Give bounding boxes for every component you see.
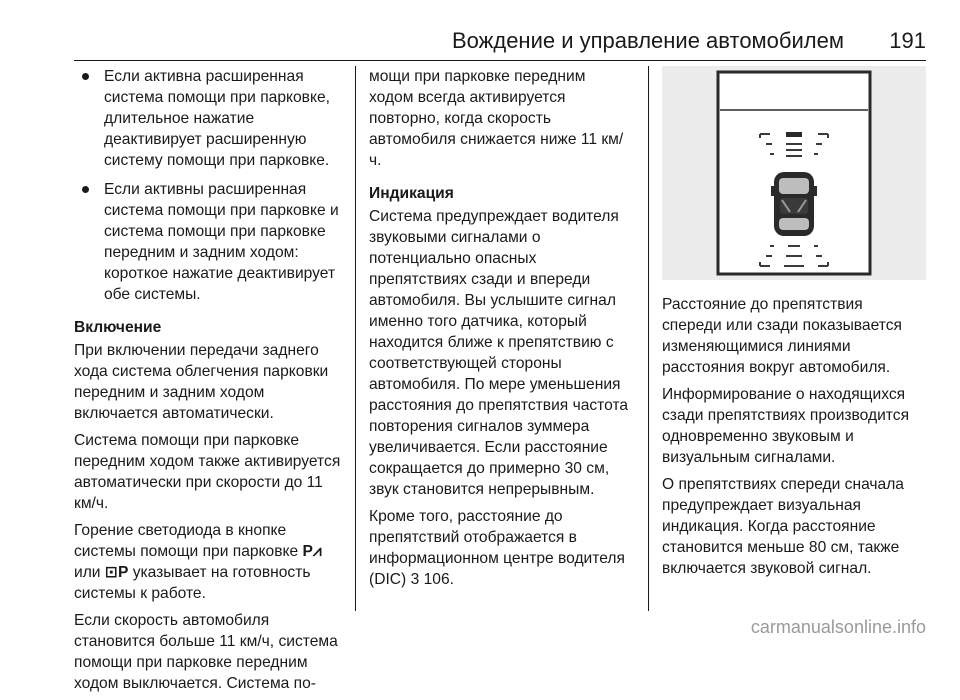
paragraph: Информирование о находящихся сзади препятствиях производится одновременно звуковым и визуальным сигналами. [662, 386, 910, 466]
paragraph: Расстояние до препятствия спереди или сзади показывается изменяющимися линиями расстояния вокруг автомобиля. [662, 296, 902, 376]
section-heading-indication: Индикация [369, 185, 454, 202]
led-text-start: Горение светодиода в кнопке системы помощи при парковке [74, 522, 299, 560]
running-title: Вождение и управление автомобилем [451, 28, 844, 53]
paragraph-dic [369, 506, 634, 590]
parking-display-illustration [662, 66, 926, 280]
parking-sensor-icon: ⊡P [104, 564, 129, 581]
dic-text: Кроме того, расстояние до препятствий отображается в информационном центре водителя (DIC) [369, 508, 625, 588]
front-center-active-bar [786, 132, 802, 137]
column-right [662, 66, 926, 585]
column-divider [648, 66, 649, 611]
parking-assist-icon: P⩘ [302, 543, 322, 560]
bullet-item: Если активна расширенная система помощи при парковке, длительное нажатие деактивирует расширенную систему помощи при парковке. [74, 66, 342, 171]
paragraph: О препятствиях спереди сначала предупреждает визуальная индикация. Когда расстояние становится меньше 80 см, также включается звуковой сигнал. [662, 476, 904, 577]
paragraph: Система помощи при парковке передним ходом также активируется автоматически при скорости до 11 км/ч. [74, 432, 341, 512]
watermark: carmanualsonline.info [750, 617, 926, 637]
paragraph-led [74, 520, 342, 604]
column-left [74, 66, 342, 700]
led-text-or: или [74, 564, 101, 581]
column-middle [369, 66, 634, 596]
header-rule [74, 60, 926, 61]
bullet-item: Если активны расширенная система помощи при парковке и система помощи при парковке передним и задним ходом: короткое нажатие деактивирует обе системы. [74, 179, 342, 305]
car-icon [771, 172, 817, 236]
paragraph: Система предупреждает водителя звуковыми сигналами о потенциально опасных препятствиях сзади и впереди автомобиля. Вы услышите сигнал именно того датчика, который находится ближе к препятствию с соответствующей стороны автомобиля. По мере уменьшения расстояния до препятствия частота повторения сигналов зуммера увеличивается. Если расстояние сокращается до примерно 30 см, звук становится непрерывным. [369, 208, 629, 498]
page-reference-link[interactable]: 3 106. [410, 571, 454, 588]
column-divider [355, 66, 356, 611]
led-text-end: указывает на готовность системы к работе. [74, 564, 311, 602]
page-header [74, 26, 926, 60]
paragraph: Если скорость автомобиля становится больше 11 км/ч, система помощи при парковке передним ходом выключается. Система по- [74, 612, 338, 692]
page-number: 191 [889, 28, 926, 53]
parking-display-svg [662, 66, 926, 280]
section-heading-activation: Включение [74, 319, 162, 336]
paragraph: мощи при парковке передним ходом всегда активируется повторно, когда скорость автомобиля снижается ниже 11 км/ч. [369, 68, 624, 169]
bullet-list [74, 66, 342, 305]
paragraph: При включении передачи заднего хода система облегчения парковки передним и задним ходом включается автоматически. [74, 342, 329, 422]
